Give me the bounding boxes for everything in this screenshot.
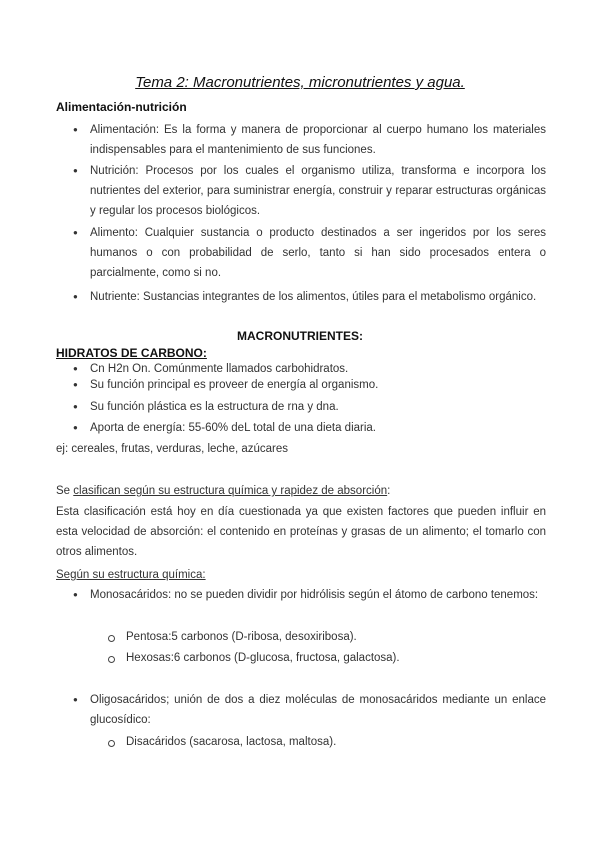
bullet-dot: ●	[73, 402, 78, 411]
list-item: Alimento: Cualquier sustancia o producto destinados a ser ingeridos por los seres humanos o con probabilidad de serlo, tanto si han sido procesados entera o parcialmente, como si no.	[90, 227, 546, 279]
classification-paragraph: Esta clasificación está hoy en día cuestionada ya que existen factores que pueden influir en esta velocidad de absorción: el contenido en proteínas y grasas de un alimento; el tomarlo con otros alimentos.	[56, 506, 546, 558]
bullet-dot: ●	[73, 590, 78, 599]
bullet-dot: ●	[73, 364, 78, 373]
subheading-estructura: Según su estructura química:	[56, 569, 206, 581]
circle-bullet	[108, 740, 115, 747]
section-heading-macronutrientes: MACRONUTRIENTES:	[237, 329, 363, 343]
section-heading-alimentacion: Alimentación-nutrición	[56, 100, 187, 114]
list-item: Aporta de energía: 55-60% deL total de una dieta diaria.	[90, 422, 377, 434]
example-text: ej: cereales, frutas, verduras, leche, azúcares	[56, 443, 289, 455]
bullet-dot: ●	[73, 292, 78, 301]
bullet-dot: ●	[73, 166, 78, 175]
list-item: Nutriente: Sustancias integrantes de los alimentos, útiles para el metabolismo orgánico.	[90, 291, 537, 303]
sub-list-item: Pentosa:5 carbonos (D-ribosa, desoxiribosa).	[126, 631, 357, 643]
list-item: Su función principal es proveer de energía al organismo.	[90, 379, 379, 391]
bullet-dot: ●	[73, 695, 78, 704]
list-item: Monosacáridos: no se pueden dividir por hidrólisis según el átomo de carbono tenemos:	[90, 589, 539, 601]
bullet-dot: ●	[73, 423, 78, 432]
subheading-hidratos: HIDRATOS DE CARBONO:	[56, 346, 207, 360]
list-item: Alimentación: Es la forma y manera de proporcionar al cuerpo humano los materiales indispensables para el mantenimiento de sus funciones.	[90, 124, 546, 156]
sub-list-item: Disacáridos (sacarosa, lactosa, maltosa).	[126, 736, 337, 748]
list-item: Su función plástica es la estructura de rna y dna.	[90, 401, 339, 413]
intro-prefix: Se	[56, 485, 74, 497]
bullet-dot: ●	[73, 125, 78, 134]
intro-underlined: clasifican según su estructura química y rapidez de absorción	[73, 485, 388, 497]
bullet-dot: ●	[73, 228, 78, 237]
list-item: Cn H2n On. Comúnmente llamados carbohidratos.	[90, 363, 349, 375]
list-item: Nutrición: Procesos por los cuales el organismo utiliza, transforma e incorpora los nutrientes del exterior, para suministrar energía, construir y reparar estructuras orgánicas y regular los procesos biológicos.	[90, 165, 546, 217]
bullet-dot: ●	[73, 380, 78, 389]
circle-bullet	[108, 656, 115, 663]
page-title: Tema 2: Macronutrientes, micronutrientes y agua.	[135, 74, 465, 91]
sub-list-item: Hexosas:6 carbonos (D-glucosa, fructosa, galactosa).	[126, 652, 400, 664]
intro-suffix: :	[387, 485, 391, 497]
list-item: Oligosacáridos; unión de dos a diez moléculas de monosacáridos mediante un enlace glucosídico:	[90, 694, 546, 726]
circle-bullet	[108, 635, 115, 642]
classification-intro	[56, 481, 546, 501]
